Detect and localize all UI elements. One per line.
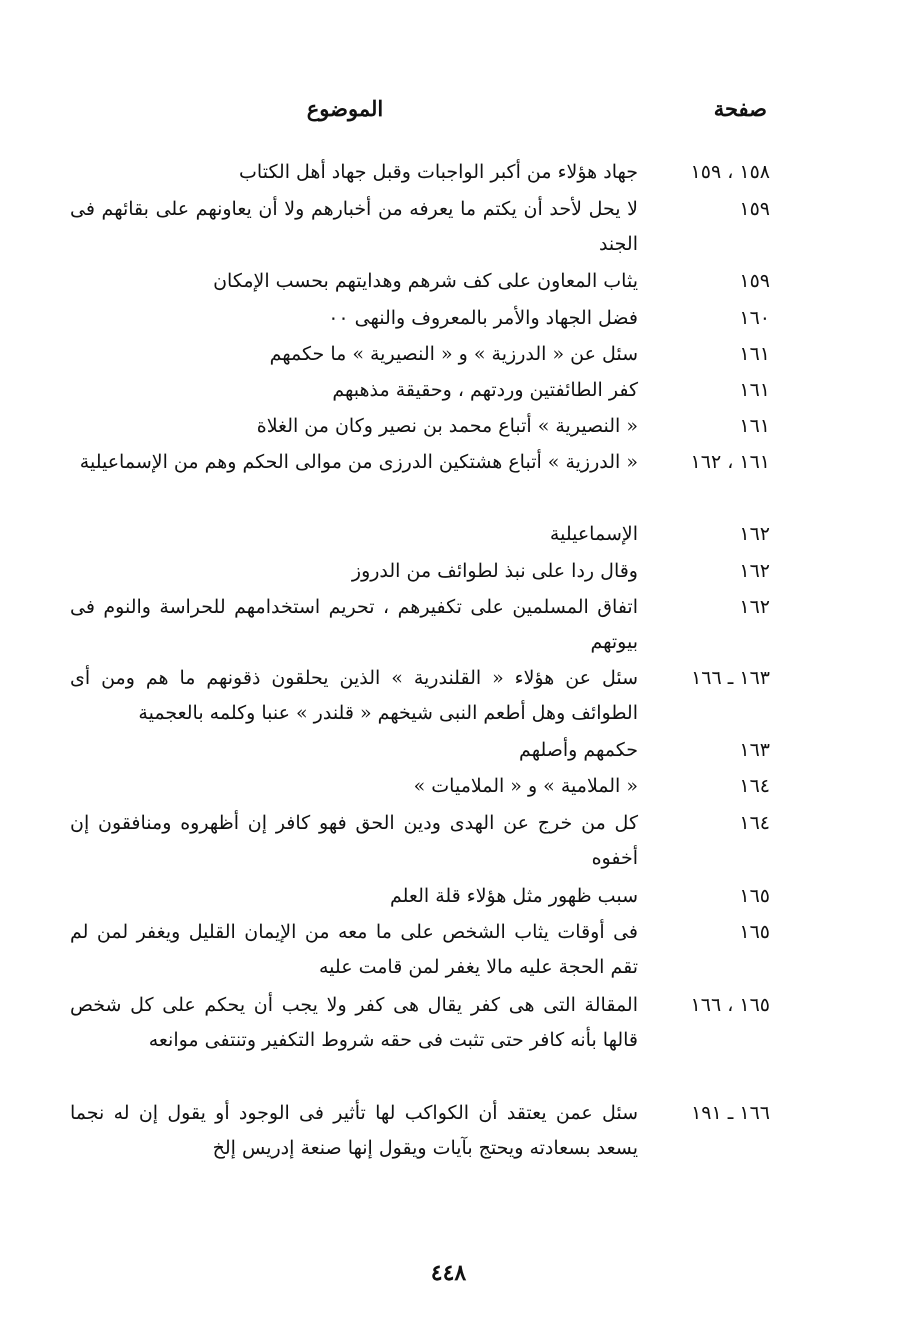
entry-page-ref: ١٦٤ — [739, 812, 770, 834]
entry-page-ref: ١٦٣ ـ ١٦٦ — [691, 667, 770, 689]
entry-page-ref: ١٥٩ — [739, 270, 770, 292]
entry-topic: حكمهم وأصلهم — [519, 739, 638, 761]
entry-topic: وقال ردا على نبذ لطوائف من الدروز — [351, 560, 638, 582]
entry-page-ref: ١٦١ ، ١٦٢ — [690, 451, 770, 473]
entry-page-ref: ١٦٥ ، ١٦٦ — [690, 994, 770, 1016]
entry-page-ref: ١٦١ — [739, 379, 770, 401]
entry-topic: سئل عن « الدرزية » و « النصيرية » ما حكمهم — [269, 343, 638, 365]
entry-page-ref: ١٥٨ ، ١٥٩ — [690, 161, 770, 183]
entry-page-ref: ١٦٦ ـ ١٩١ — [691, 1102, 770, 1124]
entry-page-ref: ١٥٩ — [739, 198, 770, 220]
entry-topic: الإسماعيلية — [549, 523, 638, 545]
entry-topic: فى أوقات يثاب الشخص على ما معه من الإيمان القليل ويغفر لمن لم تقم الحجة عليه مالا يغفر لمن قامت عليه — [70, 921, 638, 978]
entry-page-ref: ١٦٠ — [739, 307, 770, 329]
entry-page-ref: ١٦٤ — [739, 775, 770, 797]
entry-topic: سبب ظهور مثل هؤلاء قلة العلم — [389, 885, 638, 907]
entry-topic: يثاب المعاون على كف شرهم وهدايتهم بحسب الإمكان — [213, 270, 638, 292]
entry-topic: جهاد هؤلاء من أكبر الواجبات وقبل جهاد أهل الكتاب — [239, 161, 638, 183]
entry-page-ref: ١٦٥ — [739, 885, 770, 907]
entry-topic: سئل عن هؤلاء « القلندرية » الذين يحلقون ذقونهم ما هم ومن أى الطوائف وهل أطعم النبى شيخهم « قلندر » عنبا وكلمه بالعجمية — [70, 667, 638, 724]
entry-page-ref: ١٦٢ — [739, 596, 770, 618]
entry-page-ref: ١٦١ — [739, 343, 770, 365]
entry-page-ref: ١٦٣ — [739, 739, 770, 761]
page-number: ٤٤٨ — [430, 1260, 467, 1286]
entry-topic: فضل الجهاد والأمر بالمعروف والنهى ٠٠ — [328, 307, 638, 329]
page-column-header: صفحة — [713, 96, 767, 121]
entry-topic: « الملامية » و « الملاميات » — [413, 775, 638, 797]
entry-page-ref: ١٦٥ — [739, 921, 770, 943]
entry-topic: المقالة التى هى كفر يقال هى كفر ولا يجب أن يحكم على كل شخص قالها بأنه كافر حتى تثبت فى حقه شروط التكفير وتنتفى موانعه — [70, 994, 638, 1051]
entry-page-ref: ١٦٢ — [739, 523, 770, 545]
topic-column-header: الموضوع — [306, 96, 384, 121]
entry-topic: « النصيرية » أتباع محمد بن نصير وكان من الغلاة — [256, 415, 638, 437]
entry-page-ref: ١٦٢ — [739, 560, 770, 582]
entry-topic: كل من خرج عن الهدى ودين الحق فهو كافر إن أظهروه ومنافقون إن أخفوه — [70, 812, 638, 869]
entry-topic: اتفاق المسلمين على تكفيرهم ، تحريم استخدامهم للحراسة والنوم فى بيوتهم — [70, 596, 638, 653]
entry-topic: سئل عمن يعتقد أن الكواكب لها تأثير فى الوجود أو يقول إن له نجما يسعد بسعادته ويحتج بآيات ويقول إنها صنعة إدريس إلخ — [70, 1102, 638, 1159]
entry-topic: لا يحل لأحد أن يكتم ما يعرفه من أخبارهم ولا أن يعاونهم على بقائهم فى الجند — [70, 198, 638, 255]
entry-topic: كفر الطائفتين وردتهم ، وحقيقة مذهبهم — [332, 379, 638, 401]
entry-page-ref: ١٦١ — [739, 415, 770, 437]
entry-topic: « الدرزية » أتباع هشتكين الدرزى من موالى الحكم وهم من الإسماعيلية — [79, 451, 638, 473]
